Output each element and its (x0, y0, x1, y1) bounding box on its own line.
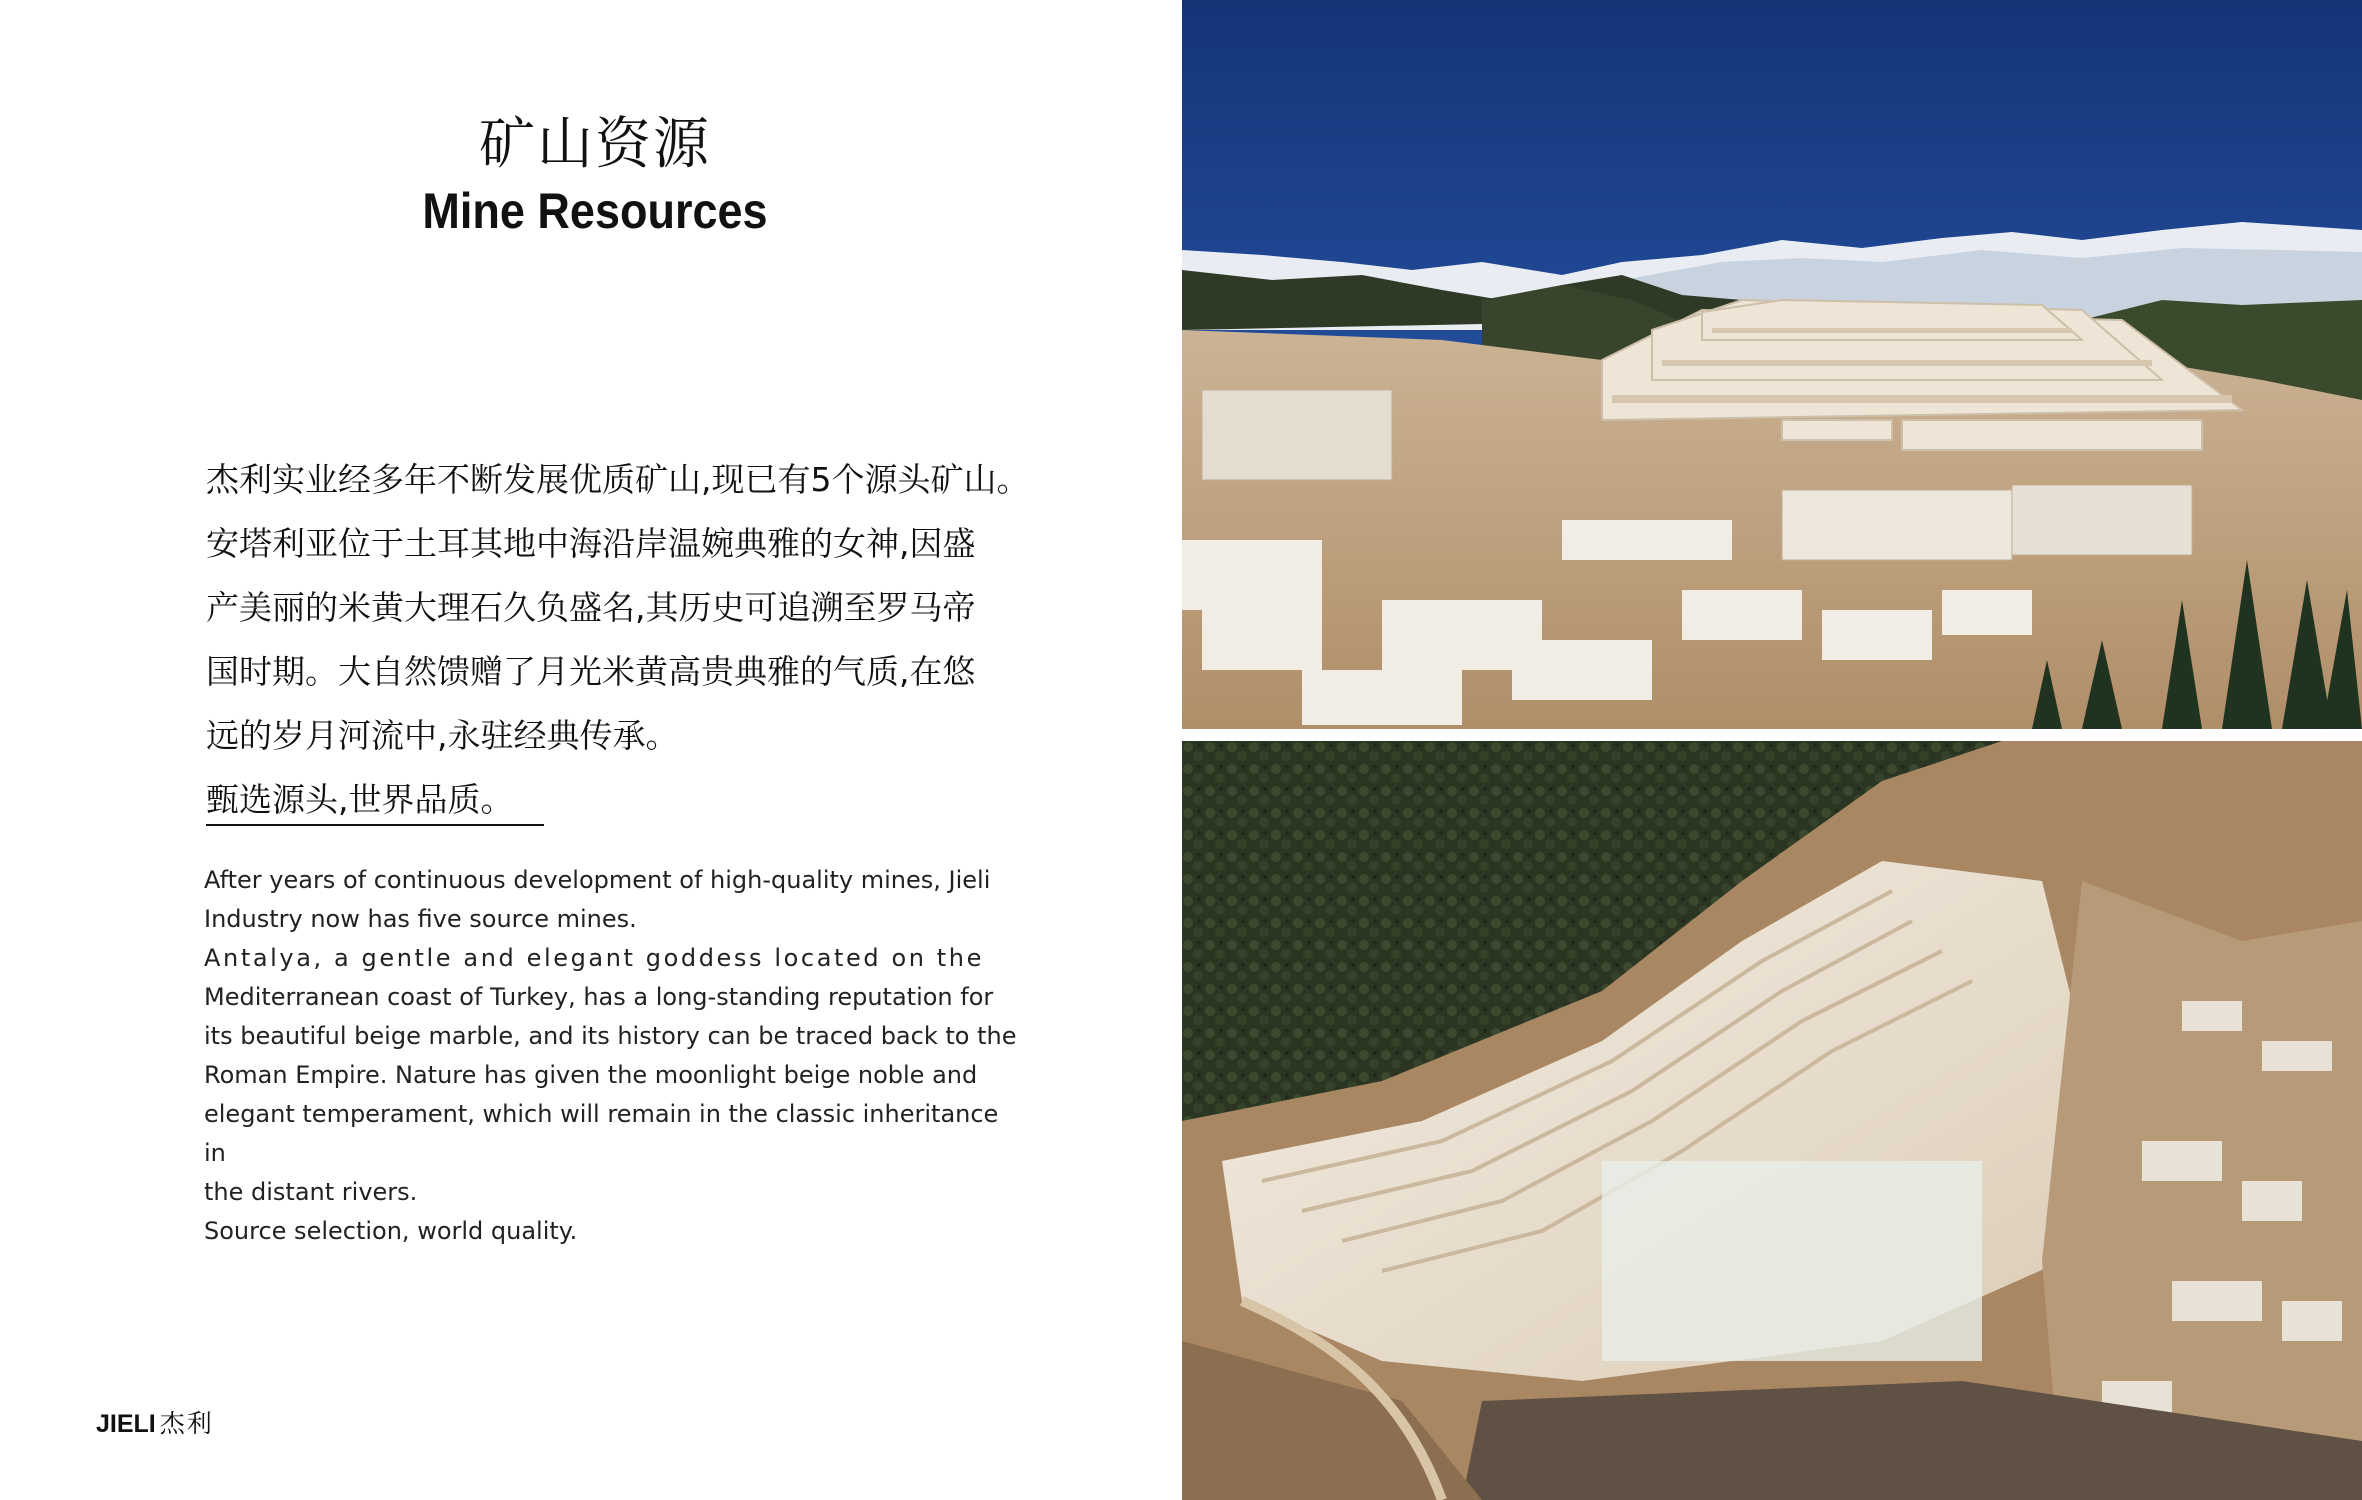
english-line: After years of continuous development of high-quality mines, Jieli (204, 866, 991, 894)
english-line: the distant rivers. (204, 1178, 418, 1206)
chinese-line: 杰利实业经多年不断发展优质矿山,现已有5个源头矿山。 (206, 460, 1030, 499)
english-line: Mediterranean coast of Turkey, has a long-standing reputation for (204, 983, 994, 1011)
quarry-panorama-image (1182, 0, 2362, 729)
english-line: Antalya, a gentle and elegant goddess located on the (204, 944, 984, 972)
brand-logo (96, 1404, 214, 1440)
english-line: its beautiful beige marble, and its history can be traced back to the (204, 1022, 1017, 1050)
chinese-line: 安塔利亚位于土耳其地中海沿岸温婉典雅的女神,因盛 (206, 524, 976, 563)
brand-logo-zh: 杰利 (159, 1409, 214, 1438)
brand-logo-en: JIELI (96, 1410, 156, 1438)
chinese-line: 远的岁月河流中,永驻经典传承。 (206, 716, 679, 755)
quarry-aerial-image (1182, 741, 2362, 1500)
quarry-panorama-illustration (1182, 0, 2362, 729)
page-title-english: Mine Resources (422, 183, 768, 239)
quarry-aerial-illustration (1182, 741, 2362, 1500)
chinese-description (206, 448, 1030, 832)
english-line: Source selection, world quality. (204, 1217, 578, 1245)
english-line: Industry now has five source mines. (204, 905, 637, 933)
chinese-slogan: 甄选源头,世界品质。 (206, 776, 544, 826)
english-line: Roman Empire. Nature has given the moonlight beige noble and (204, 1061, 978, 1089)
chinese-line: 国时期。大自然馈赠了月光米黄高贵典雅的气质,在悠 (206, 652, 976, 691)
chinese-line: 产美丽的米黄大理石久负盛名,其历史可追溯至罗马帝 (206, 588, 976, 627)
english-line: elegant temperament, which will remain in the classic inheritance in (204, 1100, 999, 1167)
english-description (204, 861, 1024, 1251)
page-title-chinese: 矿山资源 (479, 112, 711, 177)
